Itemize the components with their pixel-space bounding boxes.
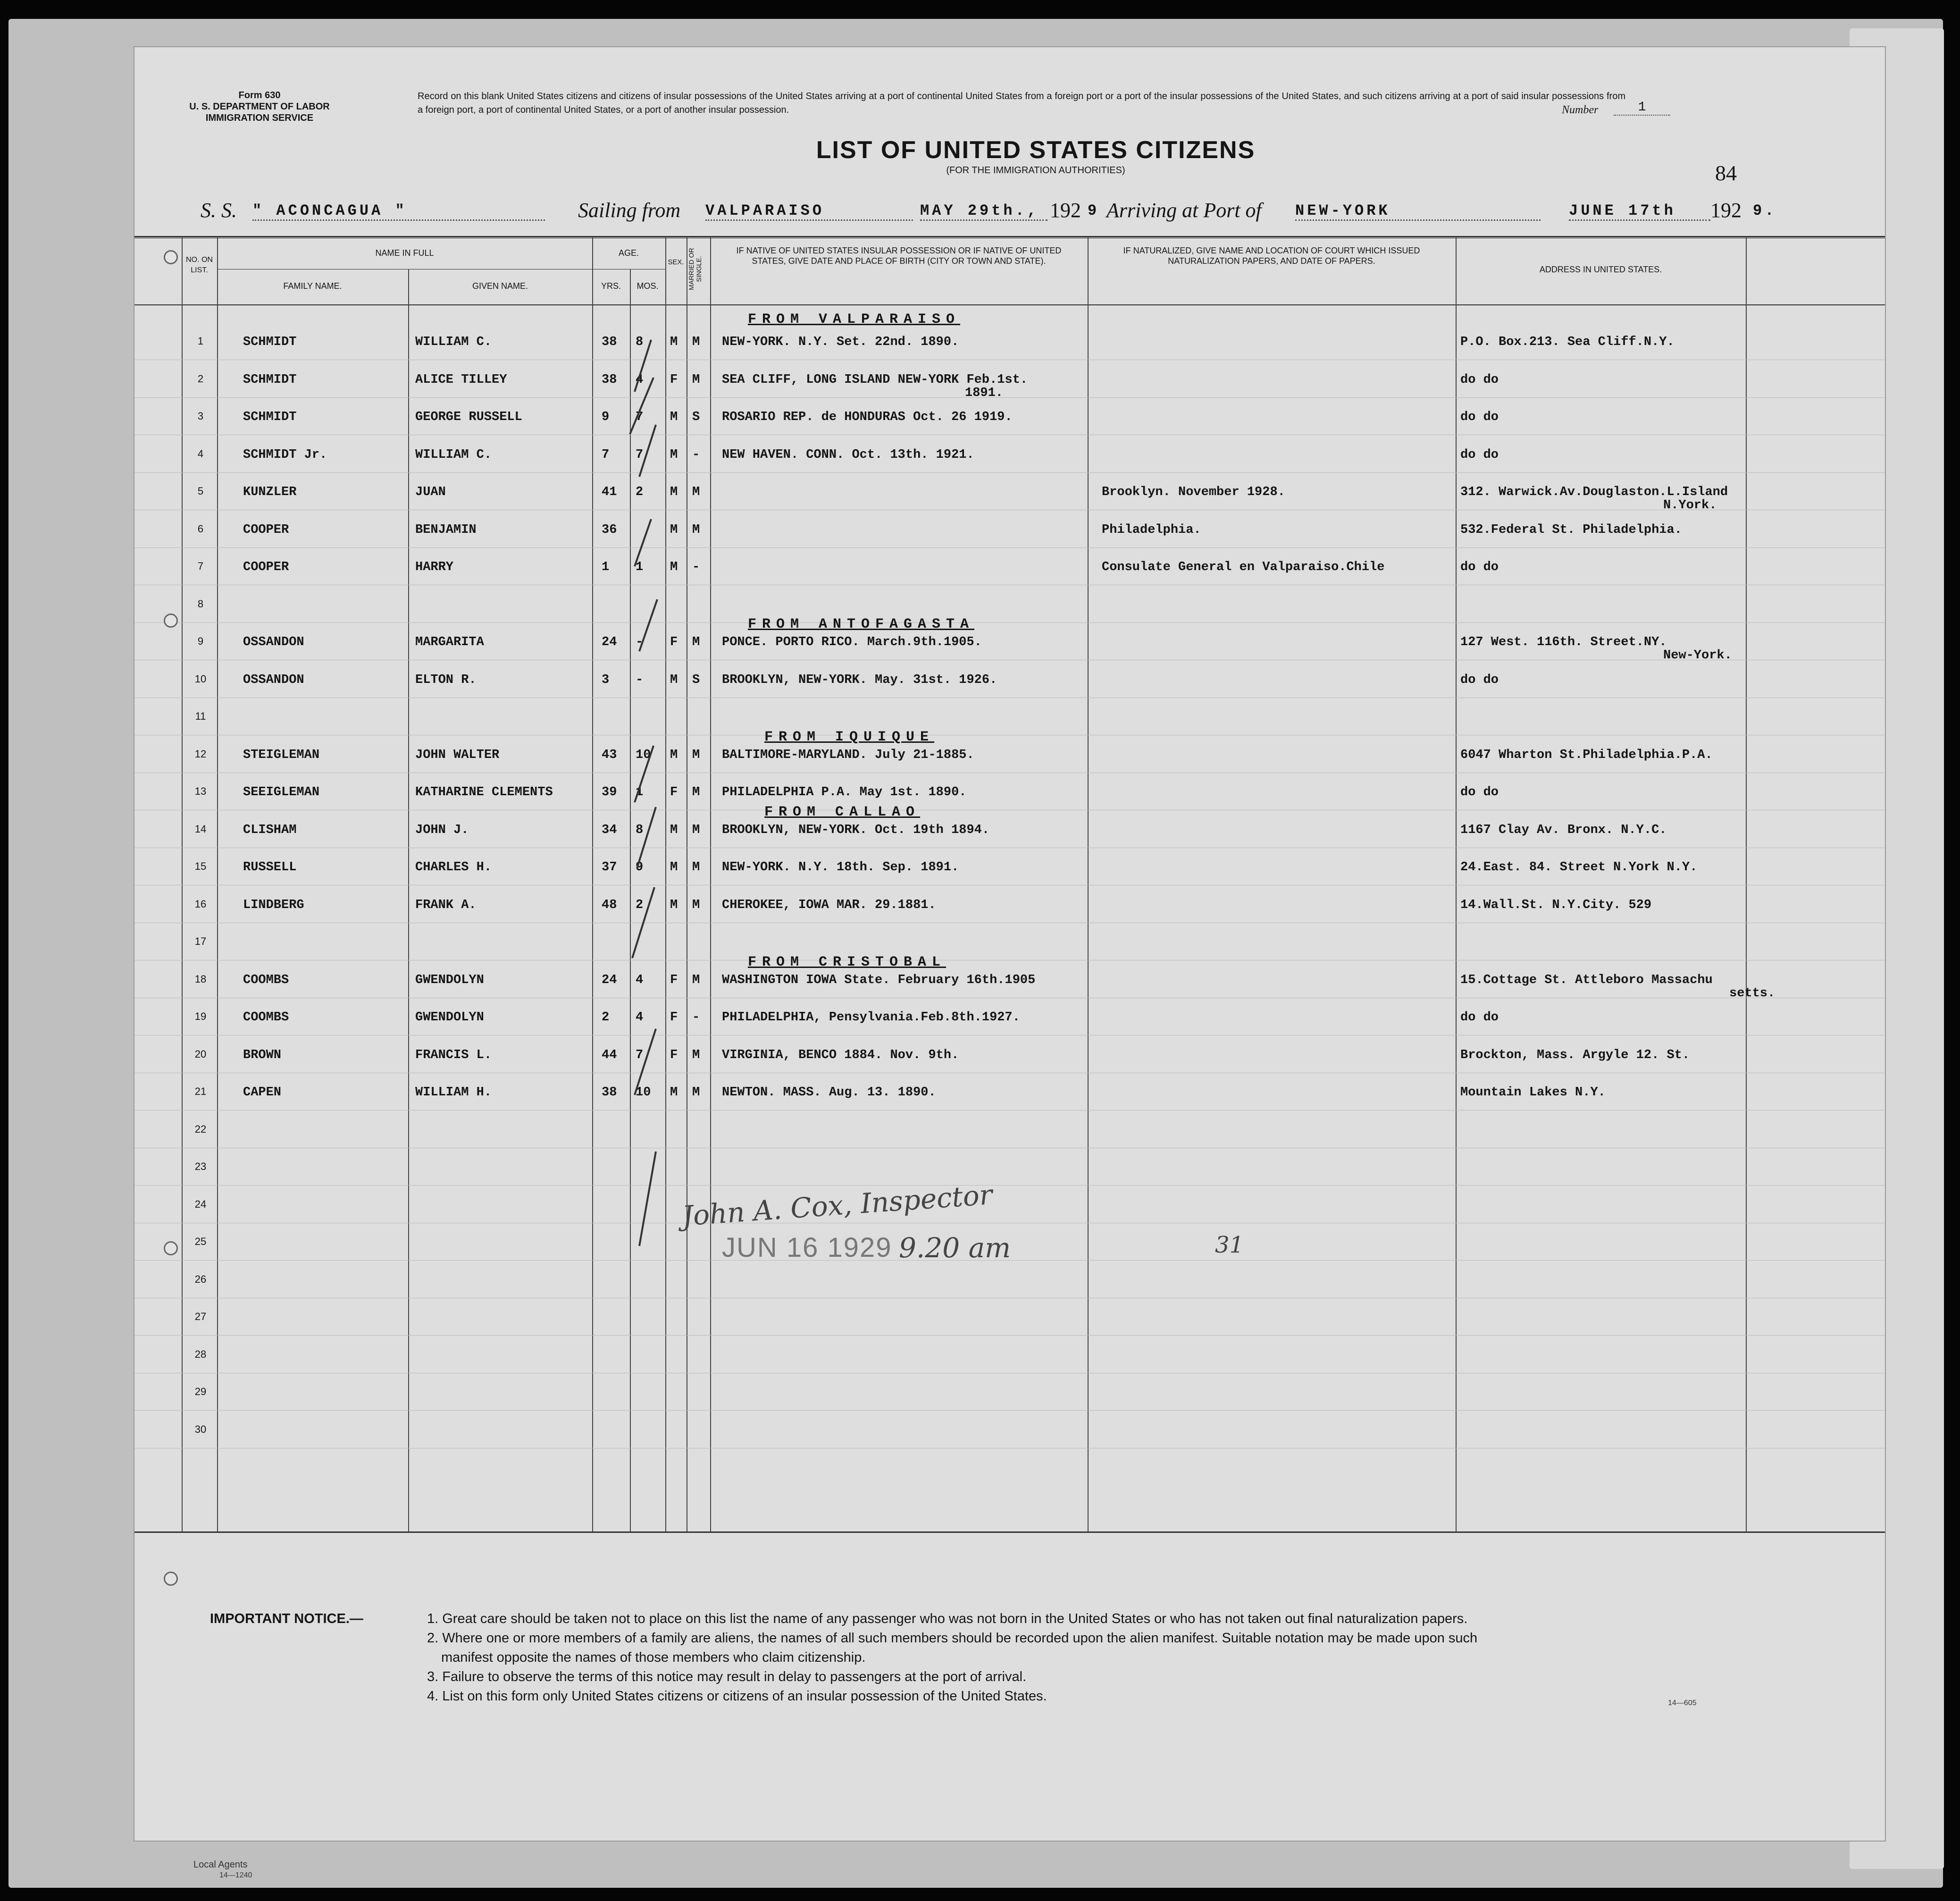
- row-number: 22: [194, 1123, 207, 1135]
- address-cell: 24.East. 84. Street N.York N.Y.: [1460, 860, 1698, 875]
- punch-hole: [164, 614, 178, 628]
- form-instructions: Record on this blank United States citizens and citizens of insular possessions of the United States arriving at a port of continental United States from a foreign port or a port of the insular possessions of the United States, and such citizens arriving at a port of said insular possessions from a foreign port, a port of continental United States, or a port of another insular possession.: [418, 91, 1625, 115]
- row-number: 16: [194, 898, 207, 910]
- family-name-cell: SEEIGLEMAN: [243, 785, 320, 799]
- notice-item-3: 3. Failure to observe the terms of this notice may result in delay to passengers at the port of arrival.: [427, 1669, 1027, 1684]
- row-number: 12: [194, 748, 207, 760]
- row-number: 19: [194, 1010, 207, 1022]
- row-number: 18: [194, 973, 207, 985]
- header-address: ADDRESS IN UNITED STATES.: [1539, 265, 1662, 274]
- header-given-name: GIVEN NAME.: [472, 281, 528, 291]
- address-cell: do do: [1460, 410, 1499, 424]
- age-years-cell: 3: [602, 673, 610, 687]
- marital-status-cell: M: [692, 635, 700, 649]
- birthplace-cell: VIRGINIA, BENCO 1884. Nov. 9th.: [722, 1048, 959, 1062]
- address-cell: do do: [1460, 373, 1499, 387]
- page-number: 84: [1715, 161, 1737, 185]
- age-months-cell: 2: [636, 485, 644, 499]
- sex-cell: F: [670, 973, 678, 987]
- row-number: 29: [194, 1386, 207, 1397]
- address-cell-cont: New-York.: [1663, 648, 1732, 663]
- header-birth: IF NATIVE OF UNITED STATES INSULAR POSSESSION OR IF NATIVE OF UNITED STATES, GIVE DATE AND PLACE OF BIRTH (CITY OR TOWN AND STATE).: [736, 246, 1062, 266]
- row-number: 15: [194, 860, 207, 872]
- tally-mark: 31: [1215, 1232, 1244, 1258]
- marital-status-cell: M: [692, 898, 700, 912]
- row-number: 27: [194, 1311, 207, 1322]
- departure-port: VALPARAISO: [705, 202, 913, 221]
- ss-label: S. S.: [201, 199, 237, 222]
- age-months-cell: 4: [636, 973, 644, 987]
- arrival-year-prefix: 192: [1710, 199, 1742, 222]
- punch-hole: [164, 1241, 178, 1255]
- age-years-cell: 37: [602, 860, 617, 875]
- age-months-cell: 2: [636, 898, 644, 912]
- age-years-cell: 7: [602, 448, 610, 462]
- col-divider: [217, 236, 218, 1531]
- marital-status-cell: M: [692, 973, 700, 987]
- marital-status-cell: M: [692, 373, 700, 387]
- given-name-cell: ALICE TILLEY: [415, 373, 507, 387]
- header-age: AGE.: [618, 248, 639, 258]
- address-cell: do do: [1460, 785, 1499, 799]
- arriving-label: Arriving at Port of: [1106, 199, 1262, 222]
- given-name-cell: MARGARITA: [415, 635, 484, 649]
- port-section-heading: FROM CALLAO: [764, 804, 921, 820]
- address-cell: 532.Federal St. Philadelphia.: [1460, 523, 1682, 537]
- sex-cell: F: [670, 373, 678, 387]
- age-months-cell: 4: [636, 1010, 644, 1025]
- sex-cell: M: [670, 898, 678, 912]
- sex-cell: M: [670, 335, 678, 349]
- marital-status-cell: M: [692, 748, 700, 762]
- birthplace-cell: BALTIMORE-MARYLAND. July 21-1885.: [722, 748, 974, 762]
- row-number: 23: [194, 1161, 207, 1172]
- sex-cell: M: [670, 673, 678, 687]
- row-number: 26: [194, 1273, 207, 1285]
- row-number: 9: [197, 635, 204, 647]
- age-years-cell: 1: [602, 560, 610, 574]
- family-name-cell: LINDBERG: [243, 898, 304, 912]
- family-name-cell: SCHMIDT: [243, 410, 297, 424]
- form-header: [156, 90, 363, 124]
- address-cell: P.O. Box.213. Sea Cliff.N.Y.: [1460, 335, 1675, 349]
- birthplace-cell: PHILADELPHIA, Pensylvania.Feb.8th.1927.: [722, 1010, 1020, 1025]
- marital-status-cell: M: [692, 523, 700, 537]
- age-months-cell: 9: [636, 860, 644, 875]
- given-name-cell: JOHN J.: [415, 823, 469, 837]
- age-years-cell: 2: [602, 1010, 610, 1025]
- address-cell: 6047 Wharton St.Philadelphia.P.A.: [1460, 748, 1713, 762]
- departure-date: MAY 29th.,: [920, 202, 1047, 221]
- number-label: Number: [1562, 104, 1599, 116]
- check-mark: [639, 1152, 656, 1246]
- row-number: 10: [194, 673, 207, 685]
- given-name-cell: ELTON R.: [415, 673, 477, 687]
- address-cell: do do: [1460, 448, 1499, 462]
- col-divider: [182, 236, 183, 1531]
- row-number: 3: [197, 410, 204, 422]
- number-value: 1: [1614, 100, 1670, 116]
- marital-status-cell: M: [692, 823, 700, 837]
- age-months-cell: 10: [636, 1085, 651, 1100]
- voyage-line: [201, 198, 1876, 231]
- inspector-signature: John A. Cox, Inspector: [681, 1178, 994, 1232]
- birthplace-cell: PHILADELPHIA P.A. May 1st. 1890.: [722, 785, 967, 799]
- naturalization-cell: Philadelphia.: [1102, 523, 1201, 537]
- family-name-cell: SCHMIDT: [243, 335, 297, 349]
- age-years-cell: 39: [602, 785, 617, 799]
- marital-status-cell: M: [692, 860, 700, 875]
- address-cell: 127 West. 116th. Street.NY.: [1460, 635, 1667, 649]
- age-years-cell: 9: [602, 410, 610, 424]
- local-agents-label: Local Agents: [193, 1859, 248, 1870]
- header-no-on-list: NO. ON LIST.: [186, 256, 213, 274]
- port-section-heading: FROM CRISTOBAL: [748, 954, 946, 970]
- sex-cell: F: [670, 635, 678, 649]
- marital-status-cell: -: [692, 1010, 700, 1025]
- address-cell: 1167 Clay Av. Bronx. N.Y.C.: [1460, 823, 1667, 837]
- sex-cell: F: [670, 785, 678, 799]
- notice-item-1: 1. Great care should be taken not to place on this list the name of any passenger who was not born in the United States or who has not taken out final naturalization papers.: [427, 1611, 1468, 1626]
- header-family-name: FAMILY NAME.: [283, 281, 342, 291]
- age-years-cell: 24: [602, 973, 617, 987]
- birthplace-cell: NEW-YORK. N.Y. 18th. Sep. 1891.: [722, 860, 959, 875]
- department-name: U. S. DEPARTMENT OF LABOR: [189, 101, 330, 112]
- header-sex: SEX.: [668, 258, 684, 266]
- age-years-cell: 38: [602, 335, 617, 349]
- naturalization-cell: Consulate General en Valparaiso.Chile: [1102, 560, 1385, 574]
- header-years: YRS.: [601, 281, 621, 291]
- address-cell: Mountain Lakes N.Y.: [1460, 1085, 1606, 1100]
- birthplace-cell: NEW HAVEN. CONN. Oct. 13th. 1921.: [722, 448, 974, 462]
- notice-title: IMPORTANT NOTICE.—: [210, 1611, 363, 1626]
- birthplace-cell-cont: 1891.: [965, 386, 1004, 400]
- age-years-cell: 38: [602, 1085, 617, 1100]
- family-name-cell: COOMBS: [243, 1010, 289, 1025]
- sex-cell: M: [670, 560, 678, 574]
- age-months-cell: -: [636, 673, 644, 687]
- row-number: 1: [197, 335, 204, 347]
- birthplace-cell: ROSARIO REP. de HONDURAS Oct. 26 1919.: [722, 410, 1013, 424]
- sex-cell: M: [670, 823, 678, 837]
- table-top-rule: [134, 236, 1885, 237]
- birthplace-cell: WASHINGTON IOWA State. February 16th.1905: [722, 973, 1036, 987]
- header-months: MOS.: [637, 281, 659, 291]
- birthplace-cell: BROOKLYN, NEW-YORK. May. 31st. 1926.: [722, 673, 997, 687]
- address-cell: do do: [1460, 673, 1499, 687]
- address-cell: 312. Warwick.Av.Douglaston.L.Island: [1460, 485, 1728, 499]
- form-number: Form 630: [238, 90, 281, 101]
- given-name-cell: JOHN WALTER: [415, 748, 500, 762]
- family-name-cell: BROWN: [243, 1048, 282, 1062]
- service-name: IMMIGRATION SERVICE: [205, 113, 314, 123]
- age-years-cell: 41: [602, 485, 617, 499]
- check-mark: [630, 340, 656, 477]
- family-name-cell: SCHMIDT: [243, 373, 297, 387]
- header-naturalized: IF NATURALIZED, GIVE NAME AND LOCATION OF COURT WHICH ISSUED NATURALIZATION PAPERS, AND DATE OF PAPERS.: [1123, 246, 1420, 266]
- row-rule: [134, 472, 1885, 473]
- ship-name: " ACONCAGUA ": [252, 202, 545, 221]
- address-cell-cont: N.York.: [1663, 498, 1717, 513]
- age-years-cell: 43: [602, 748, 617, 762]
- port-section-heading: FROM VALPARAISO: [748, 311, 961, 328]
- given-name-cell: FRANCIS L.: [415, 1048, 492, 1062]
- row-number: 24: [194, 1198, 207, 1210]
- age-years-cell: 36: [602, 523, 617, 537]
- marital-status-cell: -: [692, 448, 700, 462]
- marital-status-cell: -: [692, 560, 700, 574]
- marital-status-cell: M: [692, 485, 700, 499]
- family-name-cell: SCHMIDT Jr.: [243, 448, 327, 462]
- address-cell: 14.Wall.St. N.Y.City. 529: [1460, 898, 1652, 912]
- row-rule: [134, 397, 1885, 398]
- age-months-cell: 7: [636, 448, 644, 462]
- age-months-cell: 7: [636, 1048, 644, 1062]
- row-number: 6: [197, 523, 204, 535]
- given-name-cell: WILLIAM C.: [415, 335, 492, 349]
- sailing-label: Sailing from: [578, 199, 681, 222]
- family-name-cell: RUSSELL: [243, 860, 297, 875]
- address-cell: Brockton, Mass. Argyle 12. St.: [1460, 1048, 1690, 1062]
- row-number: 25: [194, 1236, 207, 1247]
- header-bottom-rule: [134, 304, 1885, 305]
- row-rule: [134, 1410, 1885, 1411]
- given-name-cell: GWENDOLYN: [415, 973, 484, 987]
- sex-cell: M: [670, 1085, 678, 1100]
- given-name-cell: WILLIAM C.: [415, 448, 492, 462]
- given-name-cell: GEORGE RUSSELL: [415, 410, 522, 424]
- age-months-cell: 8: [636, 335, 644, 349]
- birthplace-cell: NEWTON. MASS. Aug. 13. 1890.: [722, 1085, 936, 1100]
- given-name-cell: BENJAMIN: [415, 523, 477, 537]
- given-name-cell: HARRY: [415, 560, 454, 574]
- row-rule: [134, 547, 1885, 548]
- birthplace-cell: SEA CLIFF, LONG ISLAND NEW-YORK Feb.1st.: [722, 373, 1028, 387]
- row-rule: [134, 622, 1885, 623]
- passenger-table: [134, 236, 1885, 1539]
- check-mark: [635, 519, 657, 651]
- sex-cell: M: [670, 523, 678, 537]
- age-months-cell: 1: [636, 560, 644, 574]
- sex-cell: M: [670, 448, 678, 462]
- age-years-cell: 48: [602, 898, 617, 912]
- family-name-cell: STEIGLEMAN: [243, 748, 320, 762]
- family-name-cell: KUNZLER: [243, 485, 297, 499]
- birthplace-cell: CHEROKEE, IOWA MAR. 29.1881.: [722, 898, 936, 912]
- family-name-cell: CLISHAM: [243, 823, 297, 837]
- col-divider: [1088, 236, 1089, 1531]
- sex-cell: M: [670, 410, 678, 424]
- age-months-cell: 10: [636, 748, 651, 762]
- col-divider: [1456, 236, 1457, 1531]
- age-years-cell: 34: [602, 823, 617, 837]
- birthplace-cell: PONCE. PORTO RICO. March.9th.1905.: [722, 635, 982, 649]
- arrival-year-digit: 9.: [1753, 202, 1777, 219]
- given-name-cell: WILLIAM H.: [415, 1085, 492, 1100]
- local-agents-code: 14—1240: [219, 1871, 252, 1879]
- row-number: 30: [194, 1423, 207, 1435]
- col-divider: [592, 236, 593, 1531]
- row-number: 8: [197, 598, 204, 610]
- address-cell: do do: [1460, 560, 1499, 574]
- notice-code: 14—605: [1668, 1699, 1697, 1707]
- family-name-cell: CAPEN: [243, 1085, 282, 1100]
- family-name-cell: COOMBS: [243, 973, 289, 987]
- sex-cell: M: [670, 485, 678, 499]
- departure-year-digit: 9: [1088, 202, 1100, 219]
- marital-status-cell: M: [692, 335, 700, 349]
- age-months-cell: 8: [636, 823, 644, 837]
- age-months-cell: -: [636, 635, 644, 649]
- sex-cell: M: [670, 748, 678, 762]
- arrival-port: NEW-YORK: [1295, 202, 1541, 221]
- notice-item-2-cont: manifest opposite the names of those members who claim citizenship.: [441, 1650, 866, 1665]
- birthplace-cell: NEW-YORK. N.Y. Set. 22nd. 1890.: [722, 335, 959, 349]
- col-divider: [1746, 236, 1747, 1531]
- row-rule: [134, 1335, 1885, 1336]
- family-name-cell: OSSANDON: [243, 673, 304, 687]
- arrival-stamp-date: JUN 16 1929: [722, 1232, 892, 1263]
- age-years-cell: 38: [602, 373, 617, 387]
- header-married-single: MARRIED OR SINGLE.: [687, 248, 703, 290]
- family-name-cell: COOPER: [243, 523, 289, 537]
- marital-status-cell: M: [692, 785, 700, 799]
- marital-status-cell: M: [692, 1085, 700, 1100]
- port-section-heading: FROM IQUIQUE: [764, 729, 935, 745]
- col-divider: [710, 236, 711, 1531]
- row-number: 5: [197, 485, 204, 497]
- sex-cell: M: [670, 860, 678, 875]
- punch-hole: [164, 1572, 178, 1586]
- given-name-cell: JUAN: [415, 485, 446, 499]
- notice-item-4: 4. List on this form only United States citizens or citizens of an insular possession of the United States.: [427, 1689, 1047, 1704]
- check-marks-column: [620, 321, 677, 1255]
- table-bottom-rule: [134, 1531, 1885, 1533]
- col-divider: [408, 269, 409, 1531]
- given-name-cell: FRANK A.: [415, 898, 477, 912]
- age-months-cell: 4: [636, 373, 644, 387]
- family-name-cell: OSSANDON: [243, 635, 304, 649]
- page-subtitle: (FOR THE IMMIGRATION AUTHORITIES): [946, 165, 1125, 176]
- check-mark: [635, 746, 656, 868]
- header-name-in-full: NAME IN FULL: [375, 248, 434, 258]
- row-number: 14: [194, 823, 207, 835]
- row-number: 7: [197, 560, 204, 572]
- address-cell-cont: setts.: [1729, 986, 1776, 1001]
- row-number: 4: [197, 448, 204, 460]
- marital-status-cell: M: [692, 1048, 700, 1062]
- row-number: 20: [194, 1048, 207, 1060]
- punch-hole: [164, 250, 178, 264]
- row-number: 28: [194, 1348, 207, 1360]
- port-section-heading: FROM ANTOFAGASTA: [748, 616, 975, 632]
- given-name-cell: CHARLES H.: [415, 860, 492, 875]
- arrival-date: JUNE 17th: [1569, 202, 1710, 221]
- age-years-cell: 44: [602, 1048, 617, 1062]
- given-name-cell: KATHARINE CLEMENTS: [415, 785, 553, 799]
- marital-status-cell: S: [692, 673, 700, 687]
- given-name-cell: GWENDOLYN: [415, 1010, 484, 1025]
- address-cell: do do: [1460, 1010, 1499, 1025]
- notice-item-2: 2. Where one or more members of a family are aliens, the names of all such members should be recorded upon the alien manifest. Suitable notation may be made upon such: [427, 1631, 1478, 1646]
- departure-year-prefix: 192: [1050, 199, 1081, 222]
- row-rule: [134, 1185, 1885, 1186]
- check-mark: [632, 887, 656, 1095]
- sex-cell: F: [670, 1010, 678, 1025]
- age-months-cell: 1: [636, 785, 644, 799]
- sex-cell: F: [670, 1048, 678, 1062]
- row-number: 2: [197, 373, 204, 385]
- page-title: LIST OF UNITED STATES CITIZENS: [816, 136, 1256, 164]
- row-number: 13: [194, 785, 207, 797]
- important-notice: [210, 1609, 1767, 1706]
- arrival-stamp-time: 9.20 am: [899, 1232, 1011, 1264]
- naturalization-cell: Brooklyn. November 1928.: [1102, 485, 1285, 499]
- address-cell: 15.Cottage St. Attleboro Massachu: [1460, 973, 1713, 987]
- manifest-page: [134, 47, 1885, 1841]
- family-name-cell: COOPER: [243, 560, 289, 574]
- row-number: 11: [195, 710, 206, 722]
- row-number: 17: [194, 935, 207, 947]
- age-years-cell: 24: [602, 635, 617, 649]
- age-months-cell: 7: [636, 410, 644, 424]
- row-number: 21: [194, 1085, 207, 1097]
- marital-status-cell: S: [692, 410, 700, 424]
- birthplace-cell: BROOKLYN, NEW-YORK. Oct. 19th 1894.: [722, 823, 990, 837]
